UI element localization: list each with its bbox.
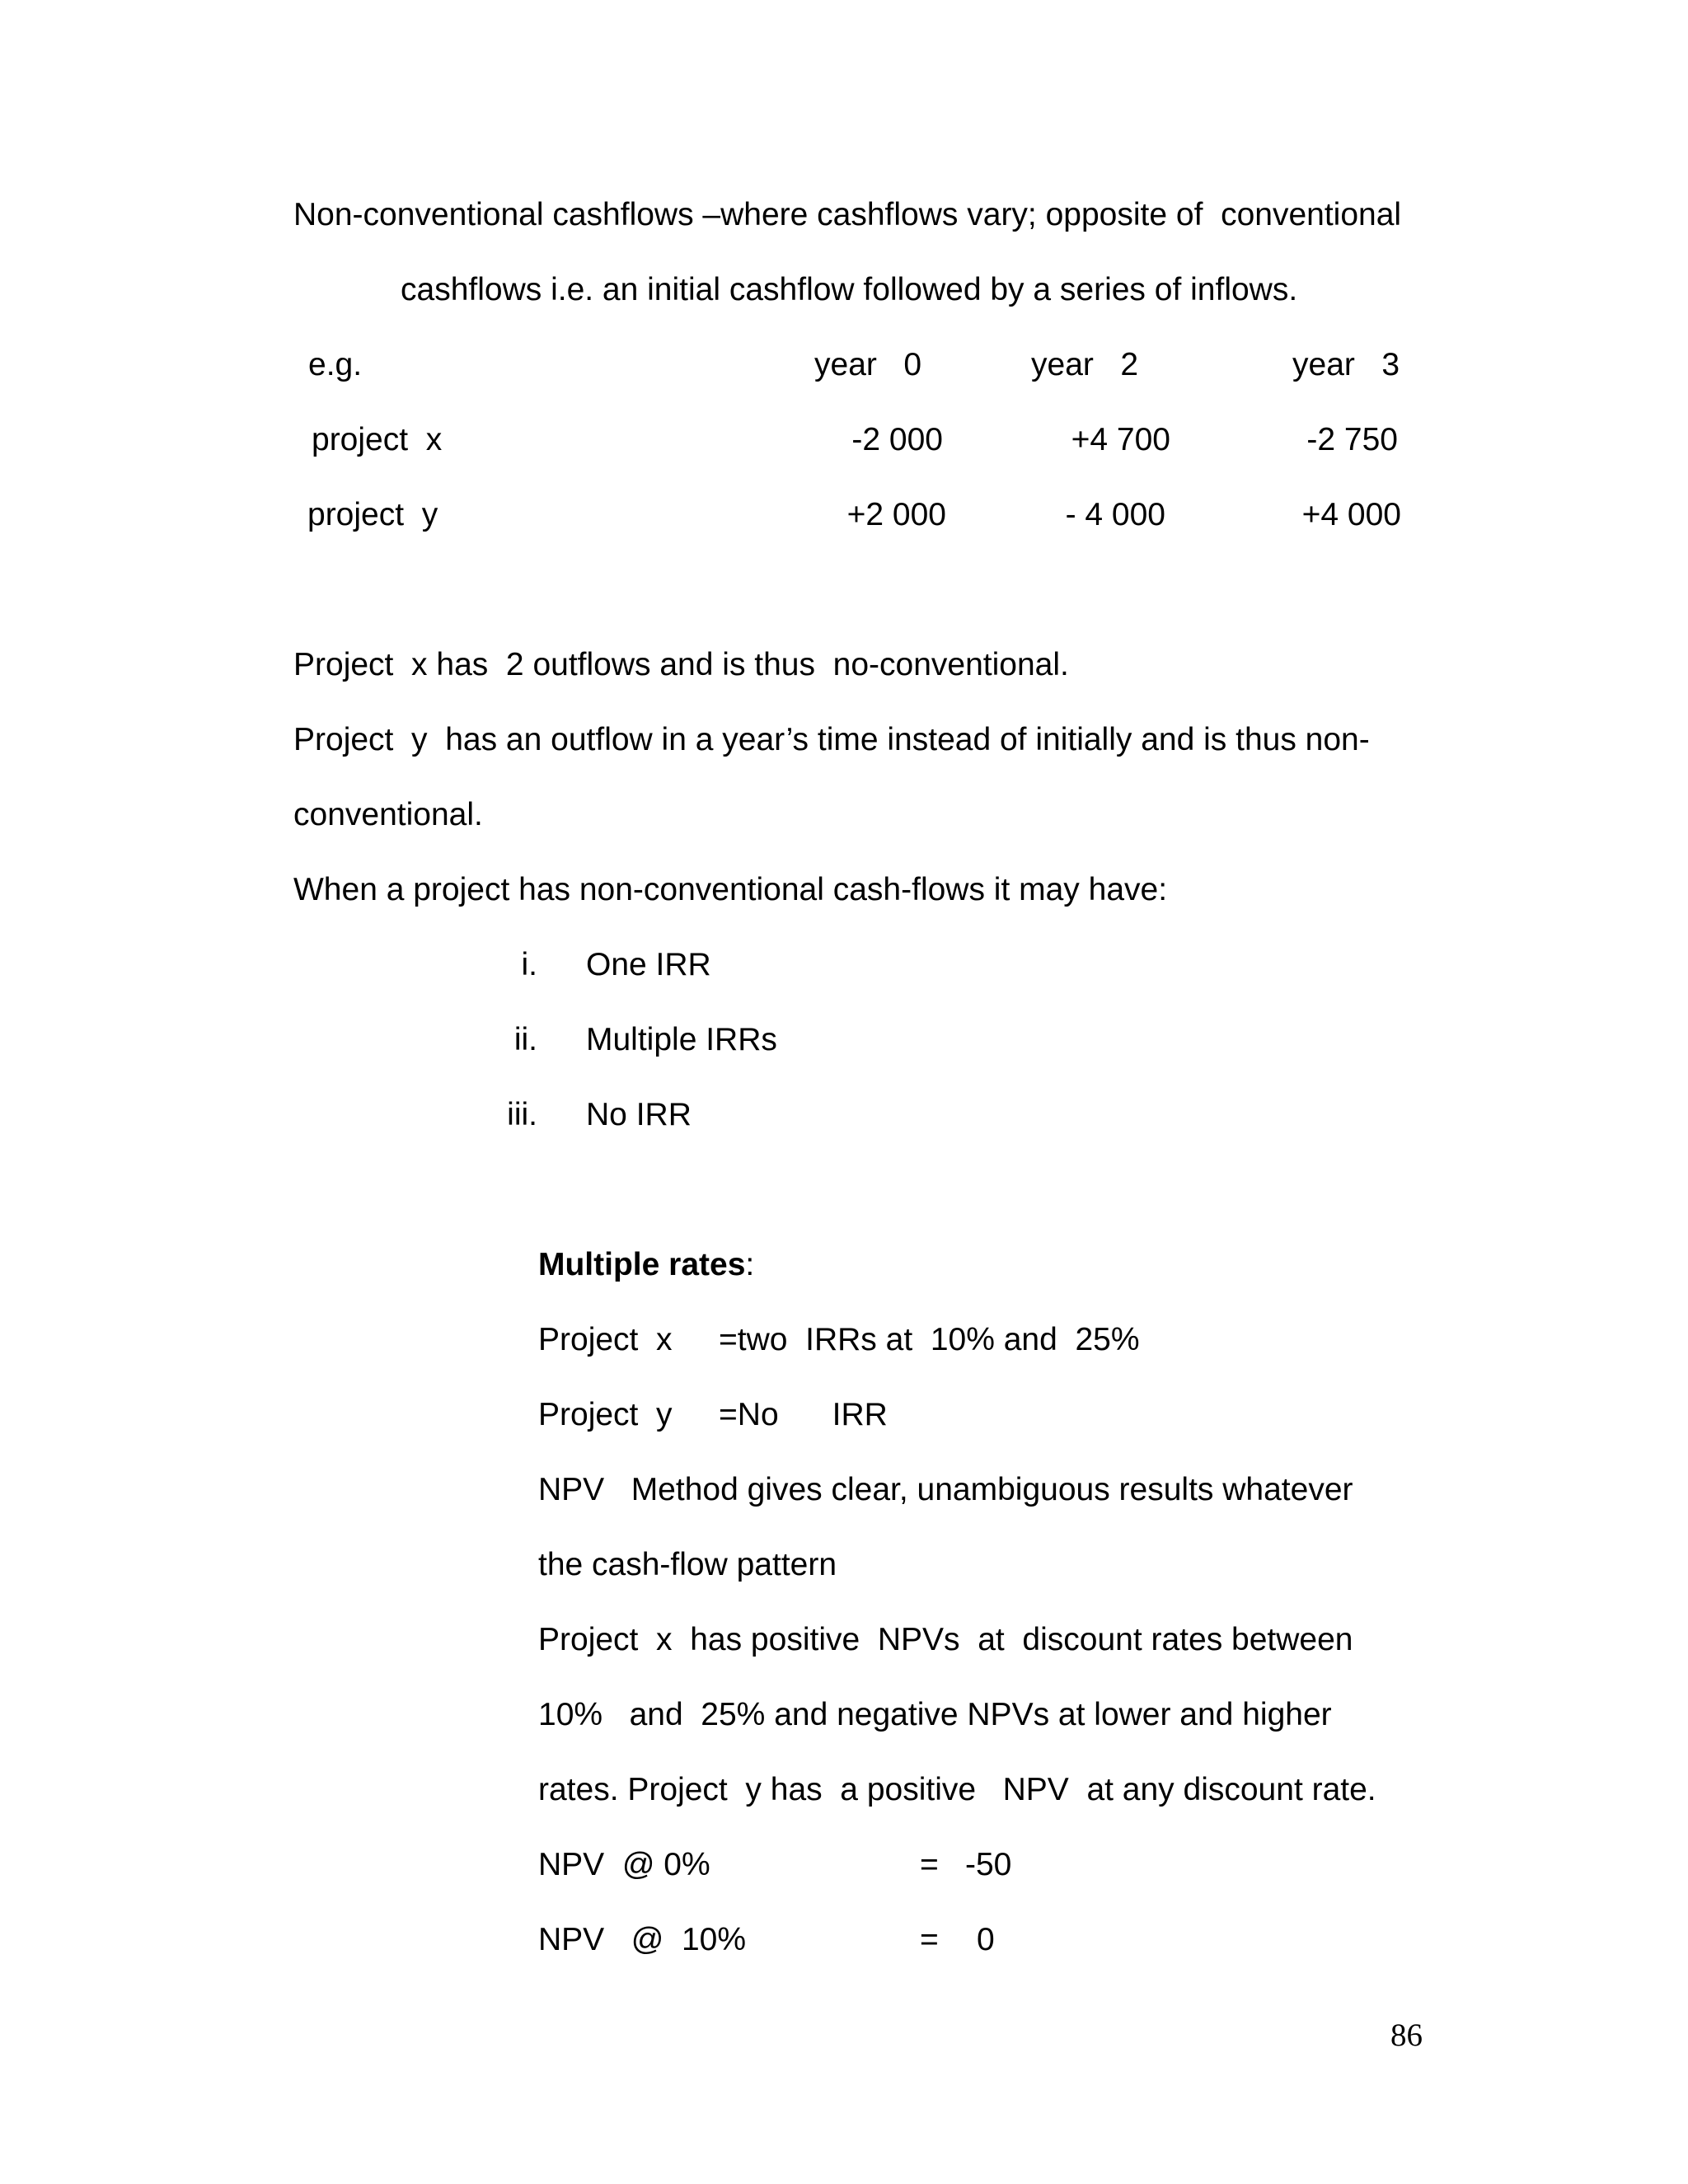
- table-header-eg: e.g.: [308, 347, 363, 382]
- multiple-rates-heading-text: Multiple rates: [538, 1247, 746, 1282]
- table-row-label: project y: [307, 497, 438, 532]
- table-cell-year-3: -2 750: [1306, 422, 1398, 457]
- table-cell-year-0: +2 000: [846, 497, 946, 532]
- npv-calc-label: NPV @ 10%: [538, 1922, 747, 1957]
- table-cell-year-2: - 4 000: [1065, 497, 1165, 532]
- project-x-irr-label: Project x: [538, 1322, 673, 1357]
- intro-line-1: Non-conventional cashflows –where cashflows vary; opposite of conventional: [293, 197, 1402, 232]
- list-marker: i.: [521, 947, 537, 982]
- npv-calc-equals: =: [920, 1922, 939, 1957]
- paragraph-project-x: Project x has 2 outflows and is thus no-conventional.: [293, 647, 1069, 682]
- positive-npv-line-2: 10% and 25% and negative NPVs at lower and higher: [538, 1697, 1332, 1732]
- list-marker: ii.: [513, 1022, 537, 1057]
- page-number: 86: [1390, 2018, 1423, 2053]
- npv-calc-value: -50: [965, 1847, 1012, 1882]
- npv-calc-value: 0: [977, 1922, 995, 1957]
- paragraph-non-conventional-intro: When a project has non-conventional cash-flows it may have:: [293, 872, 1168, 907]
- table-header-year-0: year 0: [814, 347, 922, 382]
- npv-method-line-2: the cash-flow pattern: [538, 1547, 837, 1582]
- intro-line-2: cashflows i.e. an initial cashflow followed by a series of inflows.: [401, 272, 1298, 307]
- table-cell-year-3: +4 000: [1301, 497, 1401, 532]
- table-header-year-3: year 3: [1292, 347, 1400, 382]
- positive-npv-line-1: Project x has positive NPVs at discount rates between: [538, 1622, 1353, 1657]
- multiple-rates-heading-colon: :: [745, 1247, 755, 1282]
- project-y-irr-label: Project y: [538, 1397, 673, 1432]
- table-cell-year-2: +4 700: [1071, 422, 1170, 457]
- paragraph-project-y-line-1: Project y has an outflow in a year’s time instead of initially and is thus non-: [293, 722, 1370, 757]
- table-header-year-2: year 2: [1031, 347, 1139, 382]
- npv-calc-equals: =: [920, 1847, 939, 1882]
- npv-calc-label: NPV @ 0%: [538, 1847, 710, 1882]
- paragraph-project-y-line-2: conventional.: [293, 797, 483, 832]
- list-item-text: Multiple IRRs: [586, 1022, 777, 1057]
- npv-method-line-1: NPV Method gives clear, unambiguous results whatever: [538, 1472, 1353, 1507]
- positive-npv-line-3: rates. Project y has a positive NPV at any discount rate.: [538, 1772, 1376, 1807]
- multiple-rates-heading: [538, 1245, 754, 1285]
- list-marker: iii.: [507, 1097, 537, 1132]
- table-row-label: project x: [312, 422, 443, 457]
- list-item-text: One IRR: [586, 947, 711, 982]
- project-y-irr-value: =No IRR: [719, 1397, 888, 1432]
- table-cell-year-0: -2 000: [851, 422, 943, 457]
- project-x-irr-value: =two IRRs at 10% and 25%: [719, 1322, 1140, 1357]
- list-item-text: No IRR: [586, 1097, 692, 1132]
